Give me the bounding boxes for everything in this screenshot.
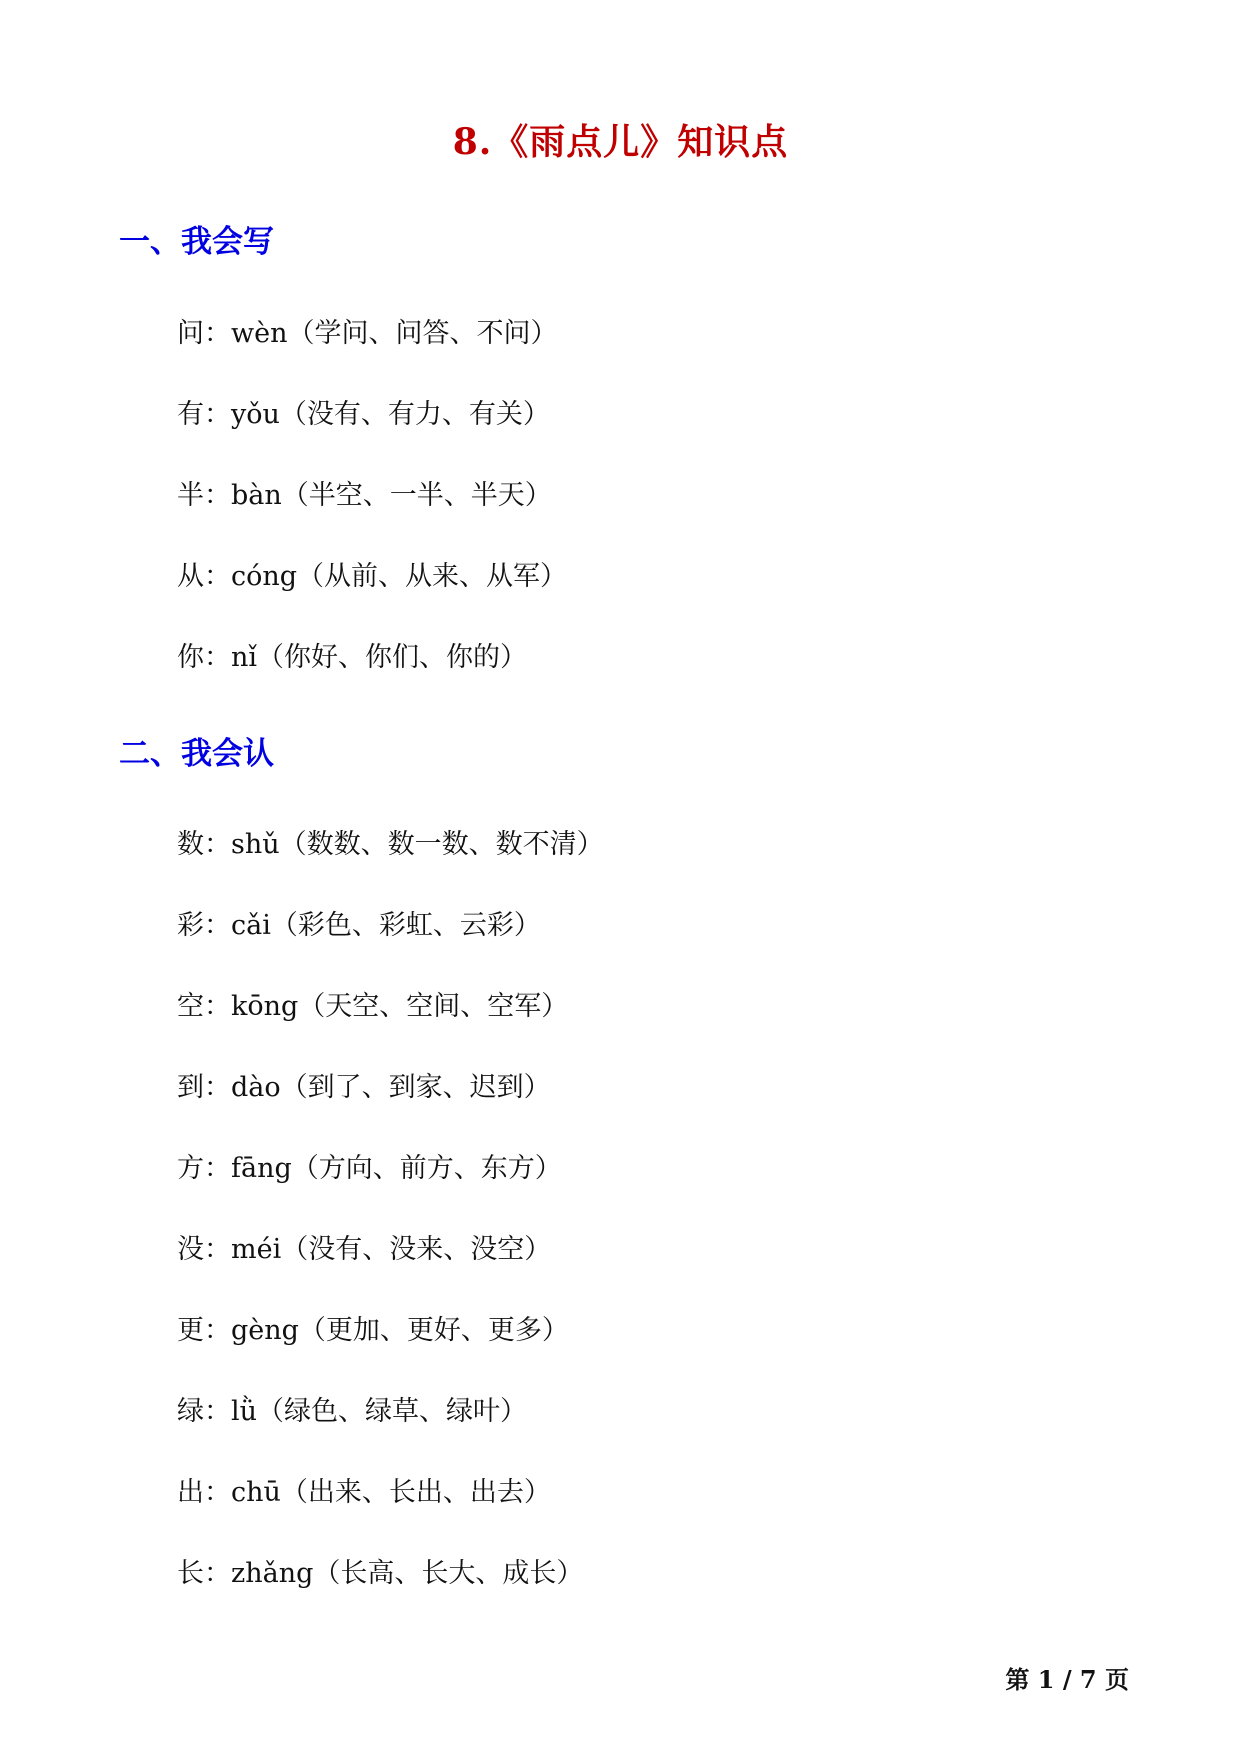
list-item: 方：fāng（方向、前方、东方） xyxy=(177,1153,562,1184)
list-item: 更：gèng（更加、更好、更多） xyxy=(177,1315,569,1346)
list-item: 数：shǔ（数数、数一数、数不清） xyxy=(177,829,604,860)
section-heading-recognize: 二、我会认 xyxy=(119,736,274,772)
list-item: 问：wèn（学问、问答、不问） xyxy=(177,318,558,349)
list-item: 从：cóng（从前、从来、从军） xyxy=(177,561,568,592)
list-item: 没：méi（没有、没来、没空） xyxy=(177,1234,552,1265)
section-heading-write: 一、我会写 xyxy=(119,224,274,260)
list-item: 出：chū（出来、长出、出去） xyxy=(177,1477,551,1508)
list-item: 空：kōng（天空、空间、空军） xyxy=(177,991,569,1022)
list-item: 你：nǐ（你好、你们、你的） xyxy=(177,642,528,673)
page-number: 第 1 / 7 页 xyxy=(1005,1665,1129,1694)
list-item: 绿：lǜ（绿色、绿草、绿叶） xyxy=(177,1396,528,1427)
list-item: 长：zhǎng（长高、长大、成长） xyxy=(177,1558,584,1589)
list-item: 彩：cǎi（彩色、彩虹、云彩） xyxy=(177,910,541,941)
list-item: 有：yǒu（没有、有力、有关） xyxy=(177,399,550,430)
page-title: 8.《雨点儿》知识点 xyxy=(452,121,789,163)
list-item: 半：bàn（半空、一半、半天） xyxy=(177,480,552,511)
list-item: 到：dào（到了、到家、迟到） xyxy=(177,1072,551,1103)
